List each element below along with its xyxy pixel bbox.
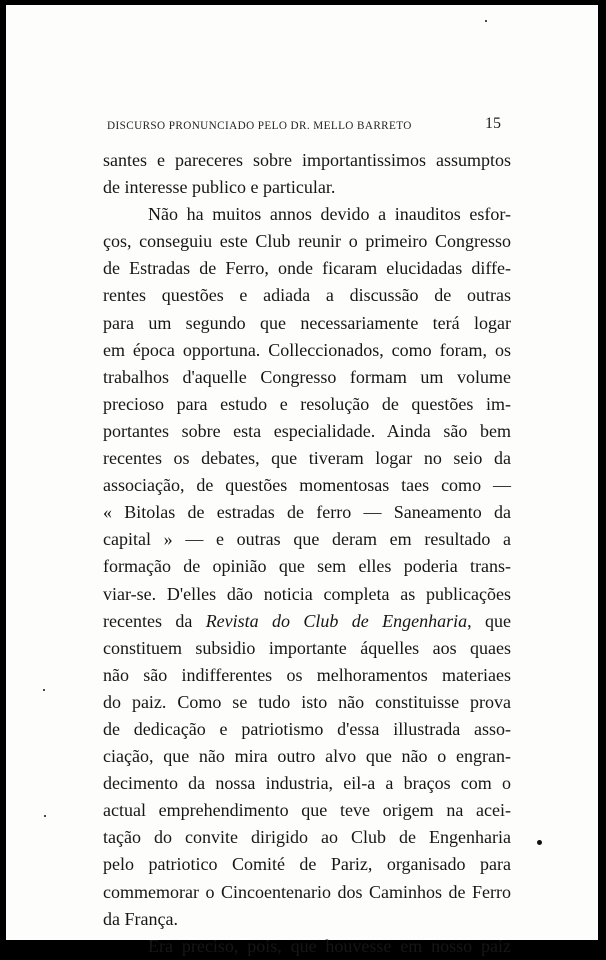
ink-speck: [485, 20, 487, 22]
text-line: tação do convite dirigido ao Club de Engenharia: [103, 827, 511, 848]
text-line: commemorar o Cincoentenario dos Caminhos de Ferro: [103, 881, 511, 902]
text-line: da França.: [103, 908, 178, 929]
text-line: santes e pareceres sobre importantissimos assumptos: [103, 150, 511, 170]
text-line: ciação, que não mira outro alvo que não o engran-: [103, 746, 511, 767]
text-line: precioso para estudo e resolução de questões im-: [103, 393, 511, 414]
text-line: recentes os debates, que tiveram logar no seio da: [103, 448, 511, 469]
page-number: 15: [485, 115, 501, 132]
text-line: capital » — e outras que deram em resultado a: [103, 529, 511, 550]
text-line: para um segundo que necessariamente terá logar: [103, 312, 511, 333]
text-line: actual emprehendimento que teve origem na acei-: [103, 800, 511, 821]
text-line: em época opportuna. Colleccionados, como foram, os: [103, 339, 511, 360]
book-page: [6, 5, 598, 956]
ink-speck: [44, 815, 46, 817]
text-line: formação de opinião que sem elles poderia trans-: [103, 556, 511, 577]
text-line: portantes sobre esta especialidade. Ainda são bem: [103, 420, 511, 441]
text-line: decimento da nossa industria, eil-a a braços com o: [103, 773, 511, 794]
ink-speck: [537, 840, 542, 845]
text-line: de dedicação e patriotismo d'essa illustrada asso-: [103, 718, 511, 739]
text-line: do paiz. Como se tudo isto não constituisse prova: [103, 691, 511, 712]
text-line: Não ha muitos annos devido a inauditos esfor-: [148, 204, 511, 225]
running-head: DISCURSO PRONUNCIADO PELO DR. MELLO BARRETO: [107, 120, 412, 132]
text-line: Era preciso, pois, que houvesse em nosso paiz: [148, 935, 511, 956]
text-line: « Bitolas de estradas de ferro — Saneamento da: [103, 502, 511, 523]
text-line: recentes da Revista do Club de Engenharia, que: [103, 610, 511, 631]
body-text: [103, 147, 511, 960]
text-line: associação, de questões momentosas taes como —: [103, 475, 511, 496]
text-line: de interesse publico e particular.: [103, 177, 336, 198]
text-line: não são indifferentes os melhoramentos materiaes: [103, 664, 511, 685]
text-line: rentes questões e adiada a discussão de outras: [103, 285, 511, 306]
text-line: constituem subsidio importante áquelles aos quaes: [103, 637, 511, 658]
text-line: ços, conseguiu este Club reunir o primeiro Congresso: [103, 231, 511, 252]
ink-speck: [43, 689, 45, 691]
text-line: pelo patriotico Comité de Pariz, organisado para: [103, 854, 511, 875]
journal-title: Revista do Club de Engenharia: [205, 610, 468, 631]
text-line: viar-se. D'elles dão noticia completa as publicações: [103, 583, 511, 604]
text-line: de Estradas de Ferro, onde ficaram elucidadas diffe-: [103, 258, 511, 279]
text-line: trabalhos d'aquelle Congresso formam um volume: [103, 366, 511, 387]
